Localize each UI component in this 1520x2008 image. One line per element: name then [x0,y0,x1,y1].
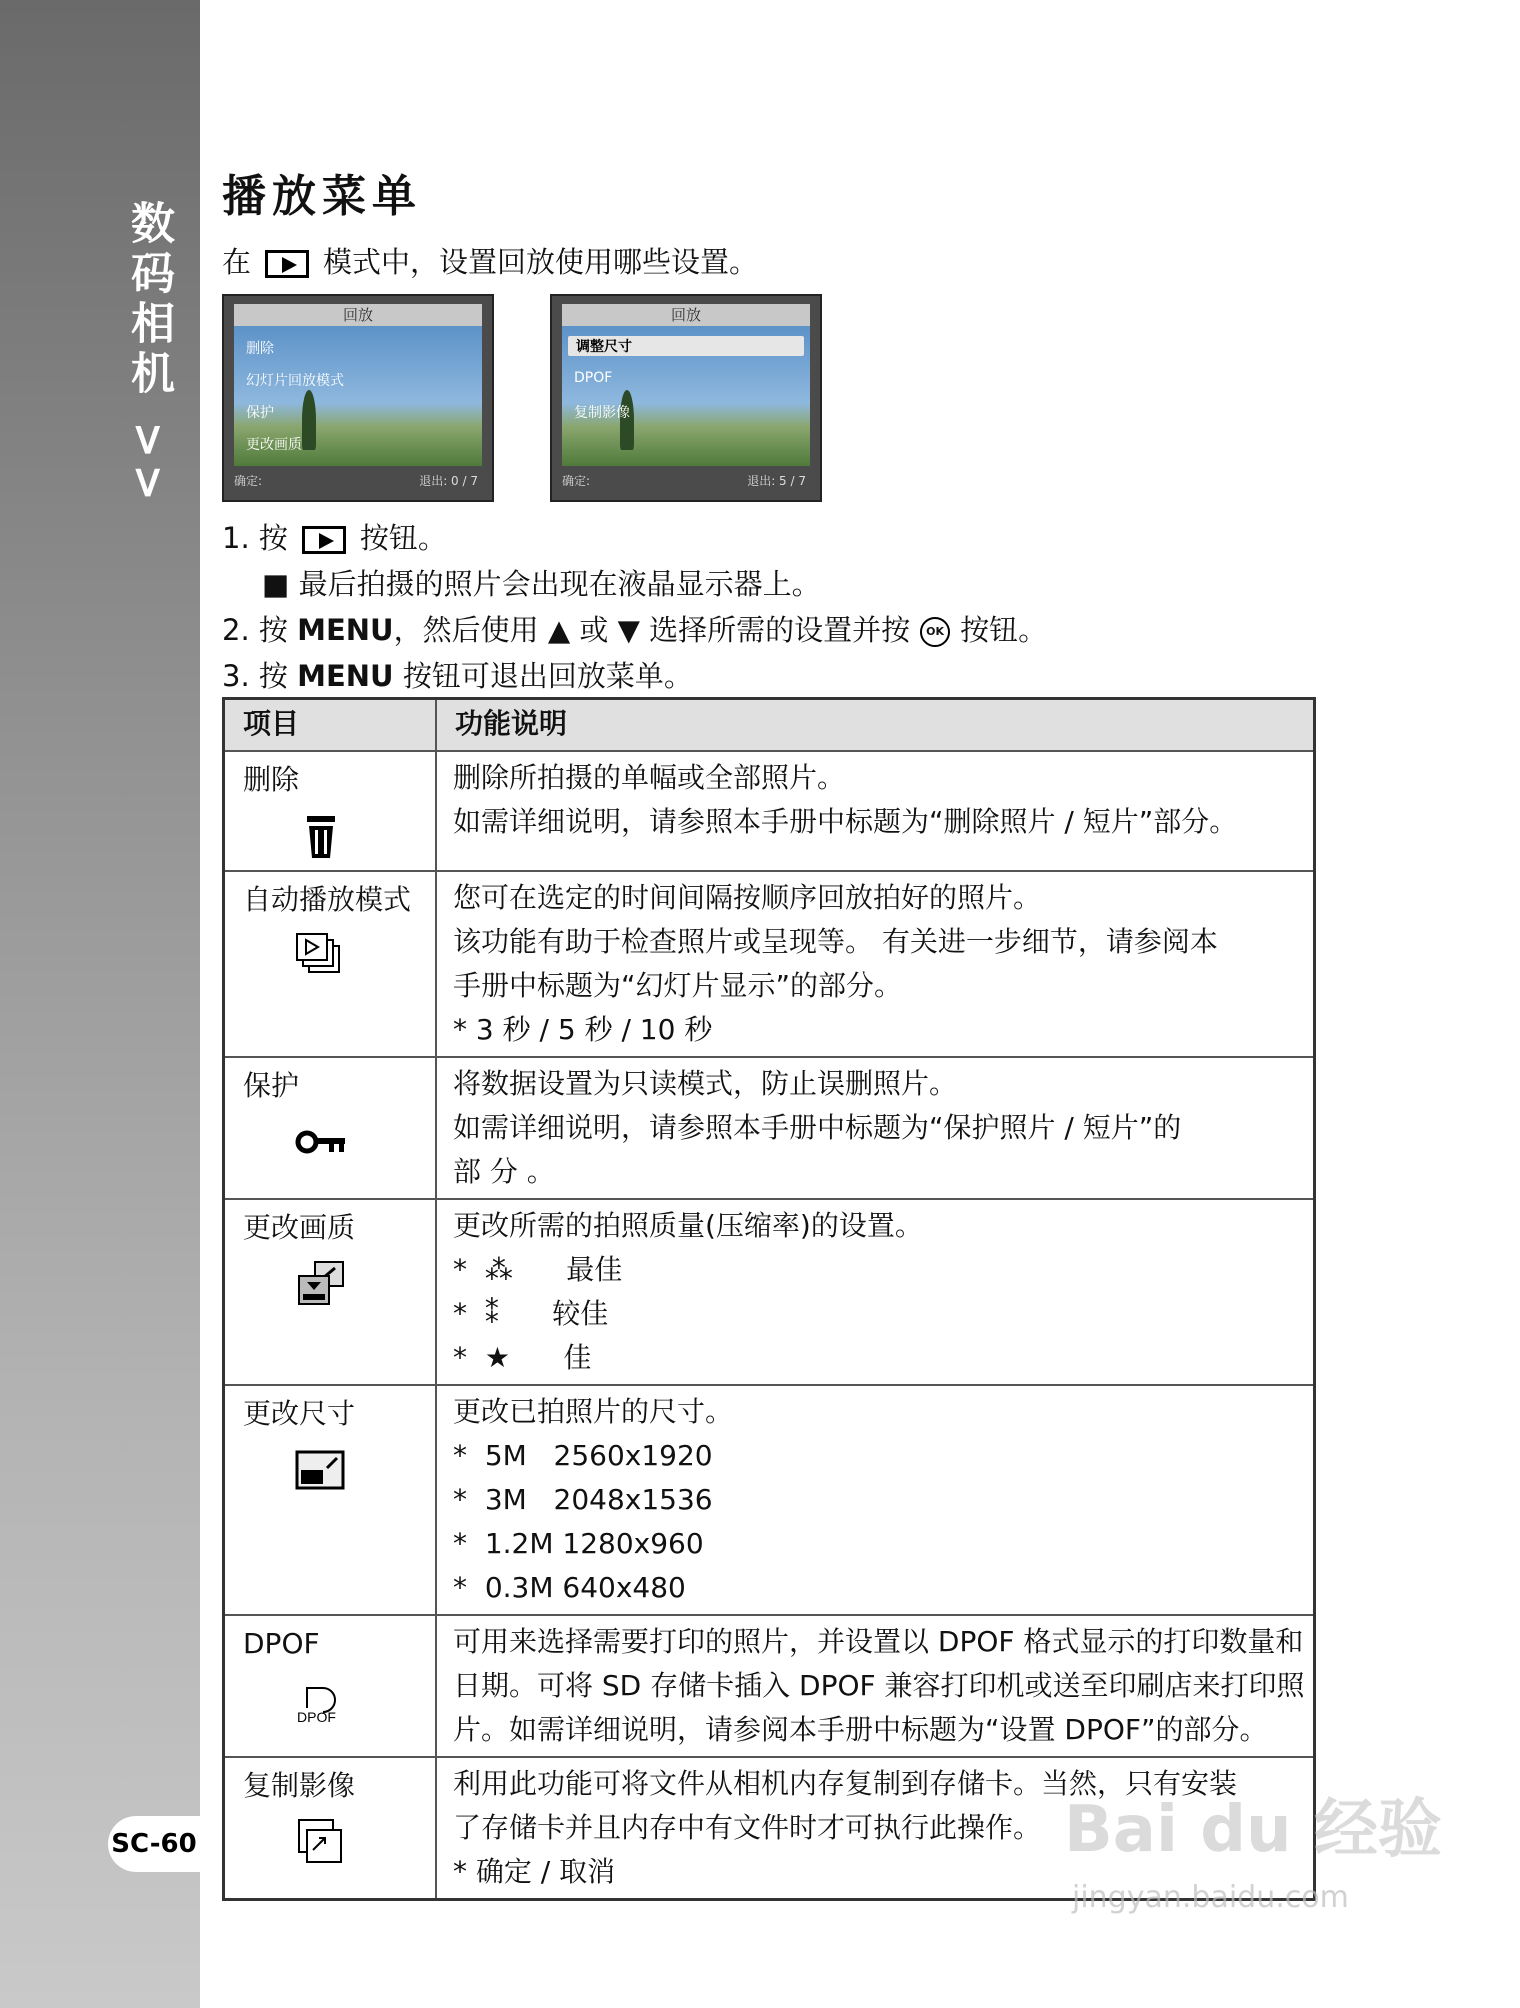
intro-before: 在 [222,245,252,279]
play-button-icon [302,526,346,554]
size-label: 640x480 [562,1571,686,1604]
description-line: 部 分 。 [453,1155,555,1188]
table-row [224,751,1315,871]
table-row [224,1385,1315,1615]
size-label: 2048x1536 [553,1483,713,1516]
description-line: * 3 秒 / 5 秒 / 10 秒 [453,1013,713,1046]
menu-item-slideshow[interactable]: 幻灯片回放模式 [246,373,344,389]
quality-better-icon: ⁑ [484,1297,499,1330]
quality-label: 较佳 [552,1297,609,1330]
menu-item-copy[interactable]: 复制影像 [574,405,630,421]
item-name: 复制影像 [243,1769,356,1802]
resize-icon [293,1442,349,1498]
screen-header: 回放 [562,304,810,326]
description-line: 删除所拍摄的单幅或全部照片。 [453,761,846,794]
table-row [224,1199,1315,1385]
sidebar [0,0,200,2008]
description-cell [436,1199,1315,1385]
page-title: 播放菜单 [222,171,422,222]
item-cell [224,1757,437,1900]
item-cell [224,1057,437,1199]
size-5m-icon: 5M [484,1439,527,1472]
step-2 [222,608,1047,649]
item-name: DPOF [243,1627,320,1660]
table-row [224,871,1315,1057]
item-cell [224,871,437,1057]
step-1-text: 1. 按 [222,521,288,555]
quality-option: * ⁑ 较佳 [453,1297,609,1330]
item-cell [224,1199,437,1385]
playback-menu-screen-2 [550,294,822,502]
menu-key-label: MENU [297,659,394,693]
section-title: 数码相机 >> [123,200,174,508]
item-cell [224,1385,437,1615]
description-cell [436,1057,1315,1199]
quality-good-icon: ★ [484,1341,510,1374]
description-line: 片。如需详细说明，请参阅本手册中标题为“设置 DPOF”的部分。 [453,1713,1268,1746]
size-3m-icon: 3M [484,1483,527,1516]
description-cell [436,1615,1315,1757]
step-2-text: 2. 按 [222,613,288,647]
watermark-logo: Bai du 经验 [1064,1793,1442,1867]
size-option: * 5M 2560x1920 [453,1439,713,1472]
item-cell [224,1615,437,1757]
trash-icon [293,808,349,864]
screen-footer [234,470,482,492]
column-header-description: 功能说明 [436,699,1315,752]
watermark-url: jingyan.baidu.com [1072,1880,1349,1915]
step-3-text: 3. 按 [222,659,288,693]
dpof-icon [293,1672,349,1728]
item-name: 自动播放模式 [243,883,412,916]
exit-counter: 退出: 0 / 7 [419,474,478,488]
function-table [222,697,1316,1901]
size-option: * 0.3M 640x480 [453,1571,686,1604]
quality-label: 佳 [563,1341,592,1374]
description-cell [436,871,1315,1057]
confirm-label: 确定: [234,474,263,488]
menu-item-resize[interactable]: 调整尺寸 [568,336,804,356]
slideshow-icon [293,928,349,984]
step-1-text-end: 按钮。 [359,521,447,555]
menu-key-label: MENU [297,613,394,647]
size-0-3m-icon: 0.3M [484,1571,554,1604]
description-cell [436,1385,1315,1615]
size-option: * 1.2M 1280x960 [453,1527,704,1560]
step-3 [222,654,693,695]
table-header-row [224,699,1315,752]
item-name: 保护 [243,1069,300,1102]
item-cell [224,751,437,871]
description-line: 您可在选定的时间间隔按顺序回放拍好的照片。 [453,881,1042,914]
size-option: * 3M 2048x1536 [453,1483,713,1516]
menu-item-protect[interactable]: 保护 [246,405,274,421]
description-line: 如需详细说明，请参照本手册中标题为“删除照片 / 短片”部分。 [453,805,1238,838]
step-1 [222,516,447,557]
description-line: 可用来选择需要打印的照片，并设置以 DPOF 格式显示的打印数量和 [453,1625,1304,1658]
screen-header: 回放 [234,304,482,326]
intro-line [222,240,758,281]
quality-best-icon: ⁂ [484,1253,513,1286]
page-number: SC-60 [108,1816,200,1872]
quality-option: * ⁂ 最佳 [453,1253,623,1286]
size-1-2m-icon: 1.2M [484,1527,554,1560]
size-label: 2560x1920 [553,1439,713,1472]
playback-menu-screen-1 [222,294,494,502]
description-line: 该功能有助于检查照片或呈现等。 有关进一步细节，请参阅本 [453,925,1218,958]
description-line: 将数据设置为只读模式，防止误删照片。 [453,1067,958,1100]
description-line: 日期。可将 SD 存储卡插入 DPOF 兼容打印机或送至印刷店来打印照 [453,1669,1305,1702]
description-line: 利用此功能可将文件从相机内存复制到存储卡。当然，只有安装 [453,1767,1238,1800]
quality-icon [293,1256,349,1312]
quality-option: * ★ 佳 [453,1341,592,1374]
menu-item-dpof[interactable]: DPOF [574,370,613,386]
step-2-text-end: 按钮。 [960,613,1048,647]
column-header-item: 项目 [224,699,437,752]
play-mode-icon [265,250,309,278]
description-cell [436,751,1315,871]
table-row [224,1615,1315,1757]
description-line: 手册中标题为“幻灯片显示”的部分。 [453,969,903,1002]
step-1-note: ■ 最后拍摄的照片会出现在液晶显示器上。 [262,567,821,601]
menu-item-delete[interactable]: 删除 [246,341,274,357]
description-line: 如需详细说明，请参照本手册中标题为“保护照片 / 短片”的 [453,1111,1182,1144]
tree-image [302,390,316,450]
item-name: 更改尺寸 [243,1397,356,1430]
copy-icon [293,1814,349,1870]
confirm-label: 确定: [562,474,591,488]
step-2-text-mid: ，然后使用 ▲ 或 ▼ 选择所需的设置并按 [393,613,911,647]
quality-label: 最佳 [566,1253,623,1286]
key-icon [293,1114,349,1170]
dpof-icon-label: DPOF [297,1709,336,1725]
menu-item-quality[interactable]: 更改画质 [246,437,302,453]
item-name: 更改画质 [243,1211,356,1244]
table-row [224,1057,1315,1199]
exit-counter: 退出: 5 / 7 [747,474,806,488]
description-line: 更改已拍照片的尺寸。 [453,1395,734,1428]
ok-button-icon: OK [920,617,950,647]
description-line: 了存储卡并且内存中有文件时才可执行此操作。 [453,1811,1042,1844]
item-name: 删除 [243,763,300,796]
description-line: * 确定 / 取消 [453,1855,616,1888]
size-label: 1280x960 [562,1527,704,1560]
step-3-text-end: 按钮可退出回放菜单。 [402,659,693,693]
intro-after: 模式中，设置回放使用哪些设置。 [323,245,759,279]
screen-footer [562,470,810,492]
description-line: 更改所需的拍照质量(压缩率)的设置。 [453,1209,923,1242]
